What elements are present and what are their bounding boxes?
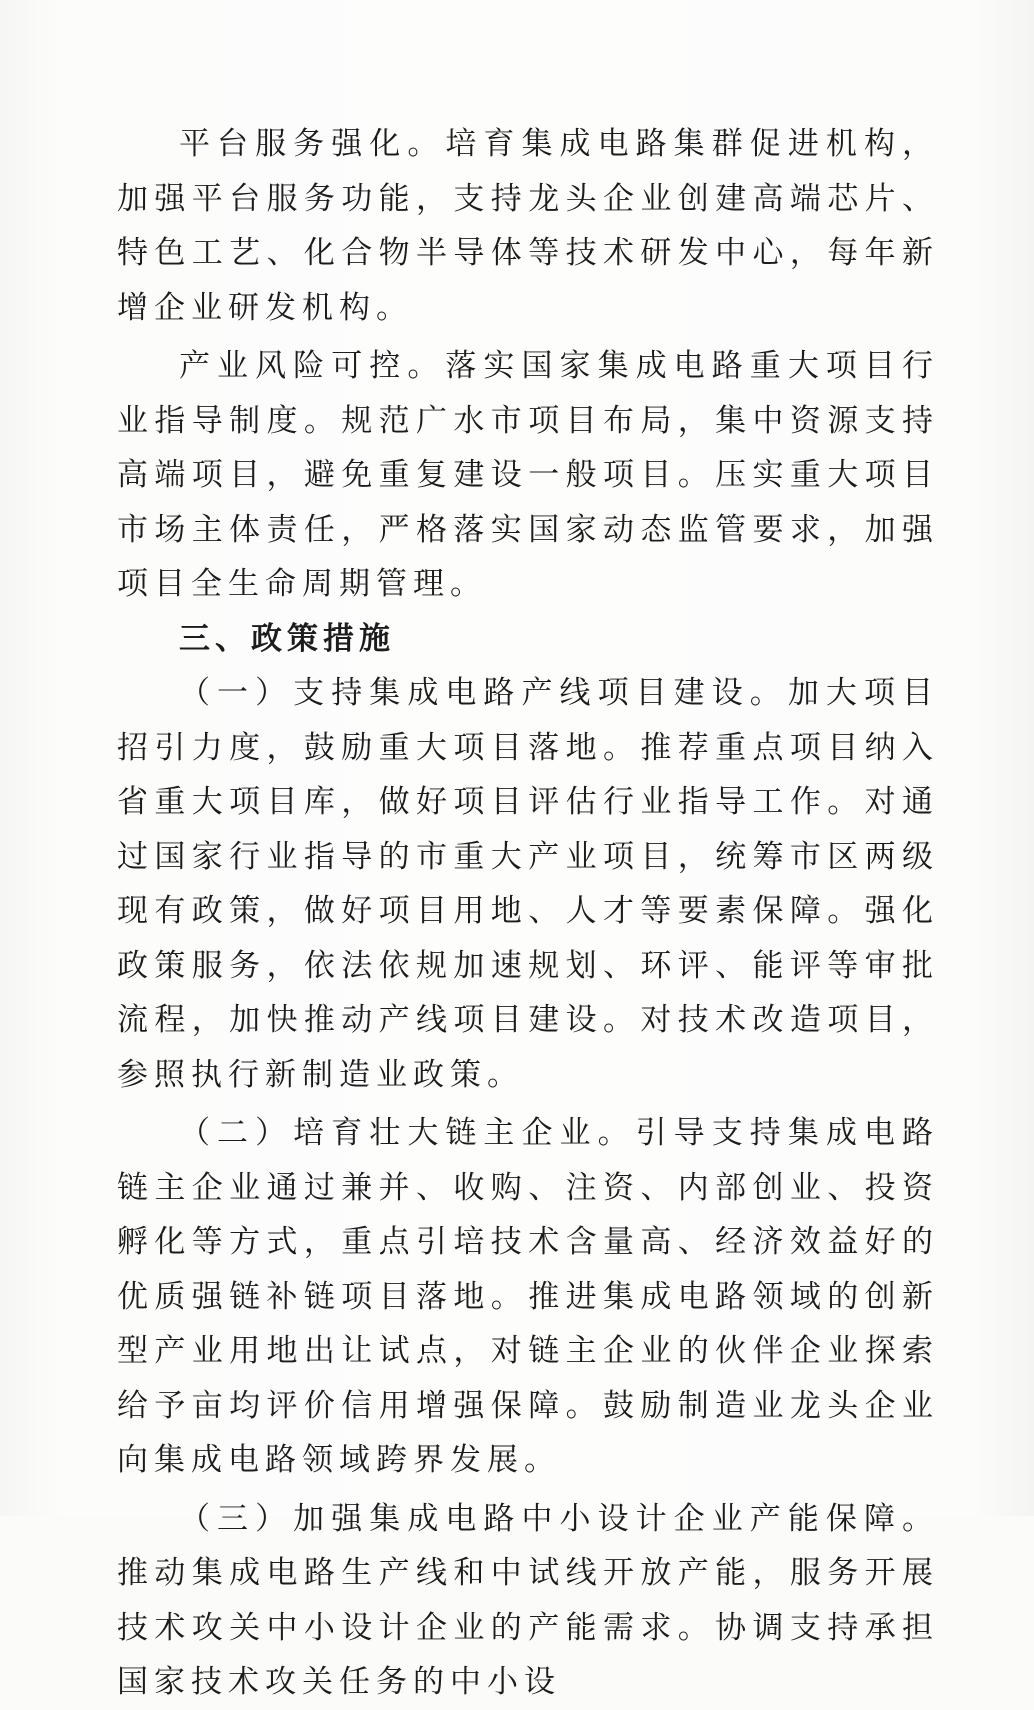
paragraph-measure-2: （二）培育壮大链主企业。引导支持集成电路链主企业通过兼并、收购、注资、内部创业、投资孵化等方式，重点引培技术含量高、经济效益好的优质强链补链项目落地。推进集成电路领域的创新型产业用地出让试点，对链主企业的伙伴企业探索给予亩均评价信用增强保障。鼓励制造业龙头企业向集成电路领域跨界发展。 bbox=[117, 1115, 939, 1478]
document-body bbox=[117, 117, 939, 1710]
paragraph-measure-3: （三）加强集成电路中小设计企业产能保障。推动集成电路生产线和中试线开放产能，服务开展技术攻关中小设计企业的产能需求。协调支持承担国家技术攻关任务的中小设 bbox=[117, 1500, 939, 1700]
paragraph-measure-1: （一）支持集成电路产线项目建设。加大项目招引力度，鼓励重大项目落地。推荐重点项目纳入省重大项目库，做好项目评估行业指导工作。对通过国家行业指导的市重大产业项目，统筹市区两级现有政策，做好项目用地、人才等要素保障。强化政策服务，依法依规加速规划、环评、能评等审批流程，加快推动产线项目建设。对技术改造项目，参照执行新制造业政策。 bbox=[117, 675, 939, 1093]
paragraph-platform-services: 平台服务强化。培育集成电路集群促进机构，加强平台服务功能，支持龙头企业创建高端芯片、特色工艺、化合物半导体等技术研发中心，每年新增企业研发机构。 bbox=[117, 126, 939, 326]
paragraph-risk-control: 产业风险可控。落实国家集成电路重大项目行业指导制度。规范广水市项目布局，集中资源支持高端项目，避免重复建设一般项目。压实重大项目市场主体责任，严格落实国家动态监管要求，加强项目全生命周期管理。 bbox=[117, 348, 939, 602]
section-heading-policy-measures: 三、政策措施 bbox=[179, 620, 395, 657]
